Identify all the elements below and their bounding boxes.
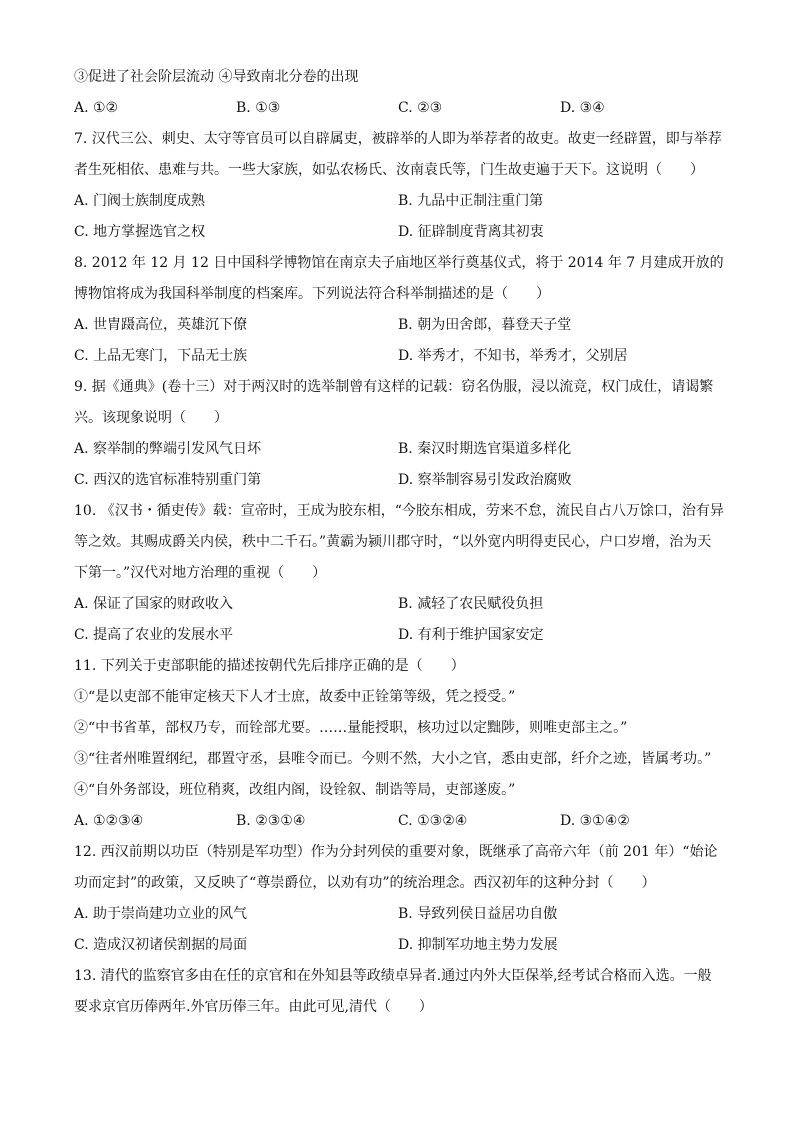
q11-option-b[interactable]: B. ②③①④: [236, 813, 306, 829]
q12-option-d[interactable]: D. 抑制军功地主势力发展: [398, 937, 558, 953]
q9-stem: 9. 据《通典》(卷十三）对于两汉时的选举制曾有这样的记载：窃名伪服，浸以流竞，权门成仕，请谒繁兴。该现象说明（ ）: [74, 379, 714, 426]
q6-statement: ③促进了社会阶层流动 ④导致南北分卷的出现: [74, 69, 359, 85]
q6-option-b[interactable]: B. ①③: [236, 100, 281, 116]
q12-option-b[interactable]: B. 导致列侯日益居功自傲: [398, 906, 558, 922]
q8-stem: 8. 2012 年 12 月 12 日中国科学博物馆在南京夫子庙地区举行奠基仪式，将于 2014 年 7 月建成开放的博物馆将成为我国科举制度的档案库。下列说法符合科举制描述的是（ ）: [74, 255, 724, 302]
q7-option-c[interactable]: C. 地方掌握选官之权: [74, 224, 206, 240]
q10-options: [74, 589, 734, 651]
q11-option-a[interactable]: A. ①②③④: [74, 813, 144, 829]
q6-options: [74, 93, 734, 124]
q11-options: [74, 806, 734, 837]
q8-option-a[interactable]: A. 世胄蹑高位，英雄沉下僚: [74, 317, 248, 333]
q9-option-a[interactable]: A. 察举制的弊端引发风气日坏: [74, 441, 262, 457]
q9-option-c[interactable]: C. 西汉的选官标准特别重门第: [74, 472, 262, 488]
q6-option-c[interactable]: C. ②③: [398, 100, 443, 116]
q11-option-c[interactable]: C. ①③②④: [398, 813, 468, 829]
q10-option-b[interactable]: B. 减轻了农民赋役负担: [398, 596, 544, 612]
q11-item-1: ①“是以吏部不能审定核天下人才士庶，故委中正铨第等级，凭之授受。”: [74, 689, 516, 705]
q7-option-a[interactable]: A. 门阀士族制度成熟: [74, 193, 206, 209]
q8-option-b[interactable]: B. 朝为田舍郎，暮登天子堂: [398, 317, 572, 333]
q12-option-c[interactable]: C. 造成汉初诸侯割据的局面: [74, 937, 248, 953]
q11-stem: 11. 下列关于吏部职能的描述按朝代先后排序正确的是（ ）: [74, 658, 465, 674]
q10-stem: 10. 《汉书・循吏传》载：宣帝时，王成为胶东相，“今胶东相成，劳来不怠，流民自占八万馀口，治有异等之效。其赐成爵关内侯，秩中二千石。”黄霸为颍川郡守时，“以外宽内明得吏民心，户口岁增，治为天下第一。”汉代对地方治理的重视（ ）: [74, 503, 724, 581]
q10-option-a[interactable]: A. 保证了国家的财政收入: [74, 596, 234, 612]
q8-option-c[interactable]: C. 上品无寒门，下品无士族: [74, 348, 248, 364]
q6-option-d[interactable]: D. ③④: [560, 100, 605, 116]
q11-option-d[interactable]: D. ③①④②: [560, 813, 630, 829]
q9-options: [74, 434, 734, 496]
q10-option-c[interactable]: C. 提高了农业的发展水平: [74, 627, 234, 643]
q13-stem: 13. 清代的监察官多由在任的京官和在外知县等政绩卓异者.通过内外大臣保举,经考试合格而入选。一般要求京官历俸两年.外官历俸三年。由此可见,清代（ ）: [74, 968, 712, 1015]
q11-item-2: ②“中书省革，部权乃专，而铨部尤要。……量能授职，核功过以定黜陟，则唯吏部主之。”: [74, 720, 628, 736]
q7-option-b[interactable]: B. 九品中正制注重门第: [398, 193, 544, 209]
q7-options: [74, 186, 734, 248]
q11-item-4: ④“自外务部设，班位稍爽，改组内阁，设铨叙、制诰等局，吏部遂废。”: [74, 782, 516, 798]
q8-options: [74, 310, 734, 372]
q9-option-b[interactable]: B. 秦汉时期选官渠道多样化: [398, 441, 572, 457]
q8-option-d[interactable]: D. 举秀才，不知书，举秀才，父别居: [398, 348, 628, 364]
q7-stem: 7. 汉代三公、刺史、太守等官员可以自辟属吏，被辟举的人即为举荐者的故吏。故吏一经辟置，即与举荐者生死相依、患难与共。一些大家族，如弘农杨氏、汝南袁氏等，门生故吏遍于天下。这说明（ ）: [74, 131, 722, 178]
q11-item-3: ③“往者州唯置纲纪，郡置守丞，县唯令而已。今则不然，大小之官，悉由吏部，纤介之迹，皆属考功。”: [74, 751, 712, 767]
q7-option-d[interactable]: D. 征辟制度背离其初衷: [398, 224, 544, 240]
q12-stem: 12. 西汉前期以功臣（特别是军功型）作为分封列侯的重要对象，既继承了高帝六年（前 201 年）“始论功而定封”的政策，又反映了“尊崇爵位，以劝有功”的统治理念。西汉初年的这种分封（ ）: [74, 844, 718, 891]
q12-option-a[interactable]: A. 助于崇尚建功立业的风气: [74, 906, 248, 922]
q9-option-d[interactable]: D. 察举制容易引发政治腐败: [398, 472, 572, 488]
q10-option-d[interactable]: D. 有利于维护国家安定: [398, 627, 544, 643]
q6-option-a[interactable]: A. ①②: [74, 100, 119, 116]
q12-options: [74, 899, 734, 961]
